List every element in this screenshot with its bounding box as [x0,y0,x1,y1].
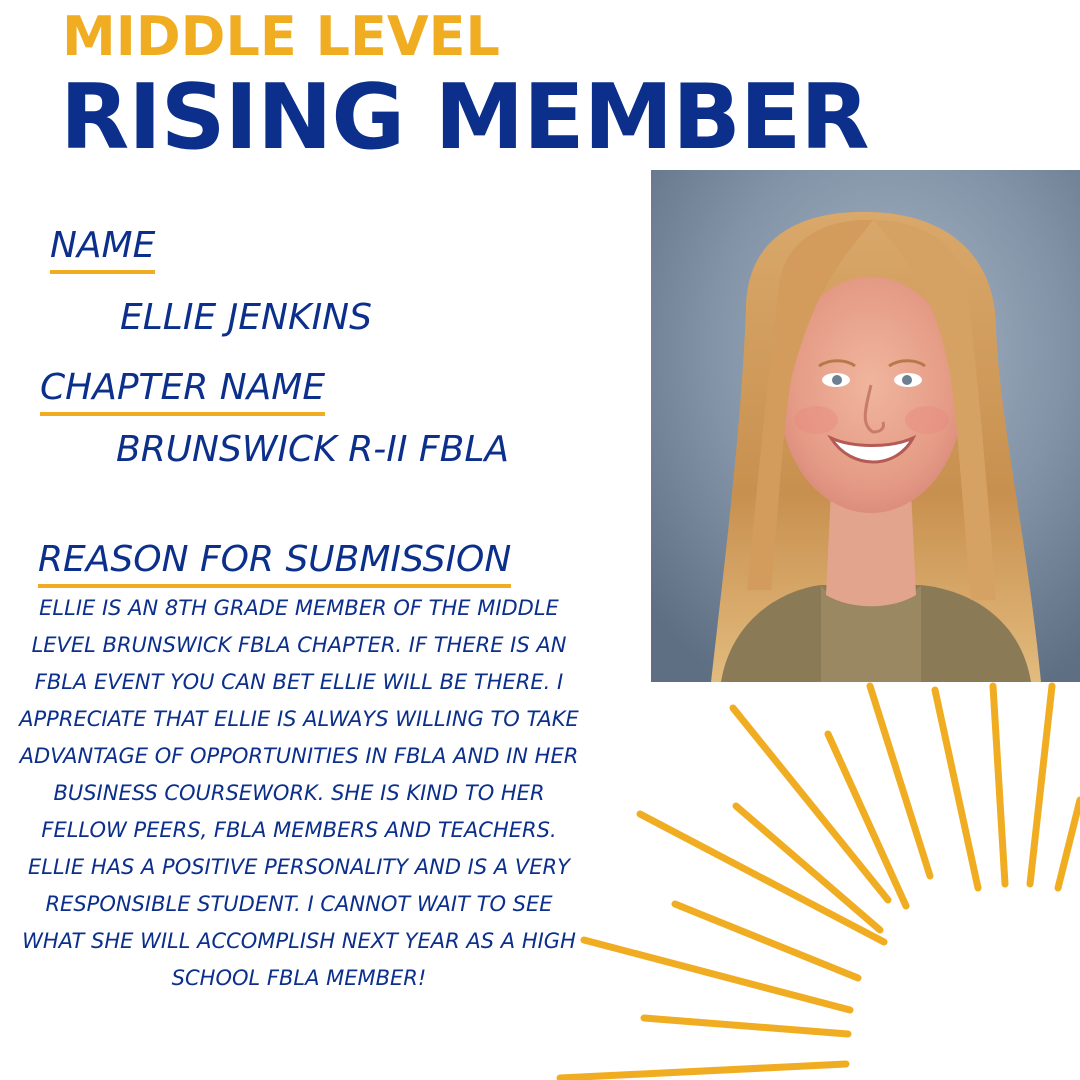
sunburst-ray [640,814,884,942]
chapter-label: CHAPTER NAME [40,366,325,416]
sunburst-ray [644,1018,848,1034]
chapter-value: BRUNSWICK R-II FBLA [116,429,510,470]
name-value: ELLIE JENKINS [120,297,372,338]
reason-text: ELLIE IS AN 8TH GRADE MEMBER OF THE MIDDLE LEVEL BRUNSWICK FBLA CHAPTER. IF THERE IS AN FBLA EVENT YOU CAN BET ELLIE WILL BE THERE. I APPRECIATE THAT ELLIE IS ALWAYS WILLING TO TAKE ADVANTAGE OF OPPORTUNITIES IN FBLA AND IN HER BUSINESS COURSEWORK. SHE IS KIND TO HER FELLOW PEERS, FBLA MEMBERS AND TEACHERS. ELLIE HAS A POSITIVE PERSONALITY AND IS A VERY RESPONSIBLE STUDENT. I CANNOT WAIT TO SEE WHAT SHE WILL ACCOMPLISH NEXT YEAR AS A HIGH SCHOOL FBLA MEMBER! [19,596,579,990]
sunburst-ray [560,1064,846,1078]
sunburst-ray [935,690,978,888]
sunburst-ray [1058,800,1080,888]
sunburst-ray [1030,686,1052,884]
page-title: RISING MEMBER [60,65,869,170]
reason-label: REASON FOR SUBMISSION [38,538,511,588]
sunburst-ray [584,940,850,1010]
sunburst-ray [993,686,1005,884]
name-label: NAME [50,224,155,274]
header-kicker: MIDDLE LEVEL [62,5,500,68]
